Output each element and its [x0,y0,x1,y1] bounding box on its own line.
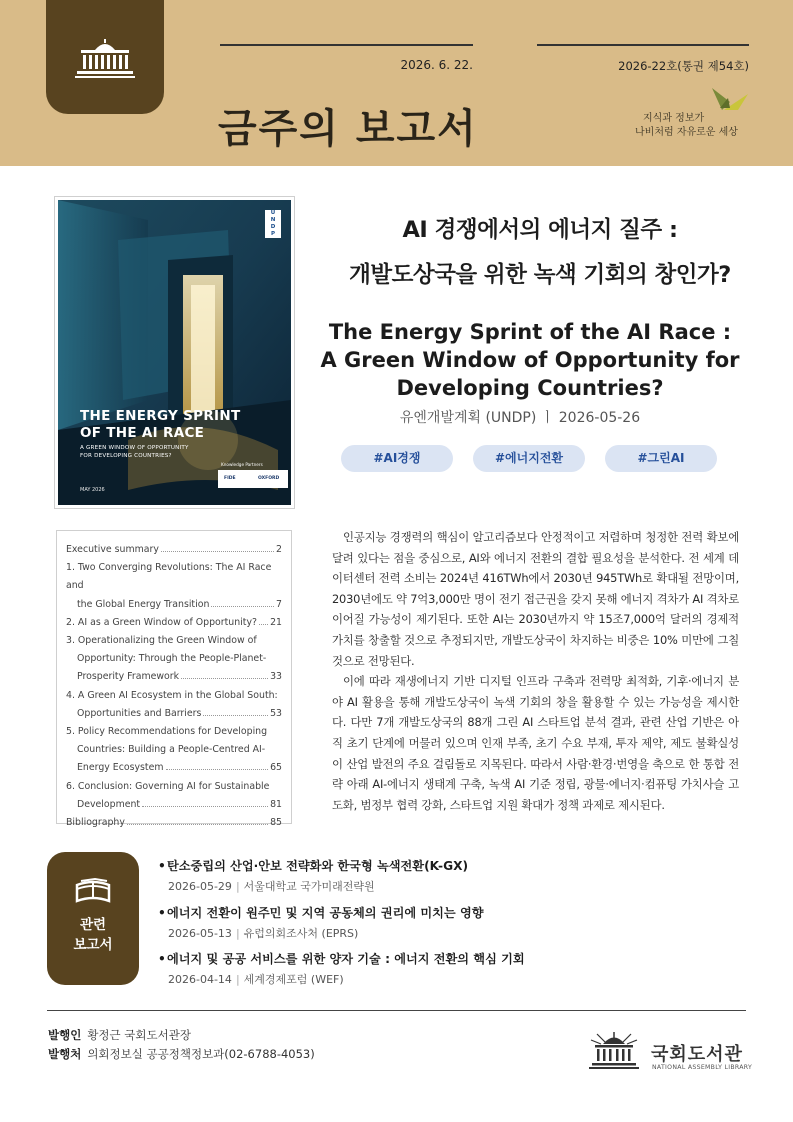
assembly-building-icon [75,38,135,80]
toc-text: Opportunities and Barriers [77,707,202,719]
toc-text: Energy Ecosystem [77,762,164,774]
toc-item[interactable] [66,778,282,814]
partner-fide: FIDE [224,476,236,481]
office-line [48,1046,315,1062]
tag-ai-competition[interactable]: #AI경쟁 [341,445,453,472]
toc-item[interactable] [66,687,282,723]
undp-letter: U [270,210,276,216]
toc-page: 21 [270,616,282,628]
logo-tab [46,0,164,114]
toc-item[interactable] [66,614,282,632]
toc-page: 65 [270,762,282,774]
cover-subtitle-line: A GREEN WINDOW OF OPPORTUNITY [80,445,189,451]
related-report-source: 서울대학교 국가미래전략원 [243,880,375,893]
toc-item[interactable] [66,541,282,559]
toc-text: 4. A Green AI Ecosystem in the Global South: [66,689,278,701]
footer-rule [47,1010,746,1011]
tag-list [341,445,719,472]
report-cover[interactable] [54,196,295,509]
related-report-title[interactable]: 탄소중립의 산업·안보 전략화와 한국형 녹색전환(K-GX) [167,859,469,873]
cover-badge: Knowledge Partners [221,462,263,467]
undp-letter: D [270,224,276,230]
publisher-label: 발행인 [48,1028,82,1042]
related-report-item[interactable]: •탄소중립의 산업·안보 전략화와 한국형 녹색전환(K-GX) 2026-05-29 | 서울대학교 국가미래전략원 [158,859,469,893]
tag-energy-transition[interactable]: #에너지전환 [473,445,585,472]
partner-oxford: OXFORD [258,476,280,481]
tag-green-ai[interactable]: #그린AI [605,445,717,472]
toc-text: Opportunity: Through the People-Planet- [77,653,267,665]
toc-text: Executive summary [66,544,159,555]
publisher-line [48,1027,191,1043]
cover-art [58,200,291,505]
summary-paragraph-1: 인공지능 경쟁력의 핵심이 알고리즘보다 안정적이고 저렴하며 청정한 전력 확보에 달려 있다는 점을 중심으로, AI와 에너지 전환의 결합 필요성을 분석한다. 전 세계 데이터센터 전력 소비는 2024년 416TWh에서 2030년 945TWh로 확대될 전망이며, 2030년에도 약 7억3,000만 명이 전기 접근권을 갖지 못해 에너지 격차가 AI 격차로 이어질 가능성이 제기된다. 또한 AI는 2030년까지 약 15조7,000억 달러의 경제적 가치를 창출할 것으로 추정되지만, 개발도상국이 차지하는 비중은 10% 미만에 그칠 것으로 전망된다. [332,530,739,668]
butterfly-icon [708,84,752,112]
toc-page: 2 [276,544,282,555]
slogan-line-1: 지식과 정보가 [643,113,705,124]
header-band [0,0,793,166]
toc-text: Bibliography [66,817,125,829]
toc-text: 2. AI as a Green Window of Opportunity? [66,616,257,628]
summary-paragraph-2: 이에 따라 재생에너지 기반 디지털 인프라 구축과 전력망 최적화, 기후·에너지 분야 AI 활용을 통해 개발도상국이 녹색 기회의 창을 활용할 수 있는 가능성을 제시한다. 다만 7개 개발도상국의 88개 그린 AI 스타트업 분석 결과, 관련 산업 기반은 아직 초기 단계에 머물러 있으며 인재 부족, 초기 수요 부재, 투자 제약, 제도 불확실성이 산업 발전의 주요 걸림돌로 지목된다. 따라서 사람·환경·번영을 축으로 한 통합 전략 아래 AI-에너지 생태계 구축, 녹색 AI 기준 정립, 광물·에너지·컴퓨팅 가치사슬 고도화, 범정부 협력 강화, 스타트업 지원 확대가 정책 과제로 제시된다. [332,674,739,812]
toc-page: 7 [276,598,282,610]
toc-text: 1. Two Converging Revolutions: The AI Race and [66,562,272,592]
related-report-date: 2026-04-14 [168,973,232,986]
related-report-date: 2026-05-29 [168,880,232,893]
table-of-contents [56,530,292,829]
cover-subtitle [80,444,189,460]
toc-text: Prosperity Framework [77,671,180,683]
toc-text: the Global Energy Transition [77,598,210,610]
related-report-item[interactable]: •에너지 전환이 원주민 및 지역 공동체의 권리에 미치는 영향 2026-05-13 | 유럽의회조사처 (EPRS) [158,906,484,940]
toc-item[interactable] [66,723,282,778]
office-label: 발행처 [48,1047,82,1061]
related-report-source: 유럽의회조사처 (EPRS) [243,927,359,940]
related-reports-label [47,915,139,955]
cover-date: MAY 2026 [80,487,105,493]
cover-title-line: THE ENERGY SPRINT [80,408,241,424]
toc-page: 85 [270,817,282,829]
assembly-library-logo-icon [589,1032,639,1070]
office-name: 의회정보실 공공정책정보과(02-6788-4053) [87,1047,315,1061]
report-title-ko-line2: 개발도상국을 위한 녹색 기회의 창인가? [349,262,731,288]
publisher-name: 황정근 국회도서관장 [87,1028,191,1042]
toc-page: 33 [270,671,282,683]
report-title-en-line2: A Green Window of Opportunity for [320,348,740,372]
report-title-en-line1: The Energy Sprint of the AI Race : [328,320,732,344]
issue-date: 2026. 6. 22. [400,58,473,72]
page-title: 금주의 보고서 [218,106,478,152]
undp-logo [265,210,281,238]
org-name-en: NATIONAL ASSEMBLY LIBRARY [652,1064,753,1071]
partner-logos [218,470,288,488]
header-rule-right [537,44,749,46]
undp-letter: N [270,217,276,223]
org-name-ko: 국회도서관 [651,1044,743,1065]
report-title-ko-line1: AI 경쟁에서의 에너지 질주 : [402,217,678,243]
cover-title [80,408,240,442]
toc-item[interactable] [66,814,282,832]
undp-letter: P [270,231,276,237]
report-title-en-line3: Developing Countries? [396,376,664,400]
slogan-line-2: 나비처럼 자유로운 세상 [635,127,738,138]
toc-text: Development [77,798,141,810]
related-label-line: 관련 [79,917,107,933]
related-report-date: 2026-05-13 [168,927,232,940]
slogan [635,112,775,140]
toc-text: 5. Policy Recommendations for Developing [66,726,268,738]
toc-item[interactable] [66,559,282,614]
related-reports-badge [47,852,139,985]
related-label-line: 보고서 [73,937,113,953]
related-report-item[interactable]: •에너지 및 공공 서비스를 위한 양자 기술 : 에너지 전환의 핵심 기회 2026-04-14 | 세계경제포럼 (WEF) [158,952,525,986]
related-report-source: 세계경제포럼 (WEF) [243,973,344,986]
related-report-title[interactable]: 에너지 및 공공 서비스를 위한 양자 기술 : 에너지 전환의 핵심 기회 [167,952,525,966]
toc-page: 53 [270,707,282,719]
toc-item[interactable] [66,632,282,687]
book-icon [73,877,113,905]
toc-text: 6. Conclusion: Governing AI for Sustainable [66,780,270,792]
header-rule-left [220,44,473,46]
toc-text: 3. Operationalizing the Green Window of [66,635,257,647]
summary-text [332,527,739,815]
toc-text: Countries: Building a People-Centred AI- [77,744,266,756]
cover-subtitle-line: FOR DEVELOPING COUNTRIES? [80,453,172,459]
cover-title-line: OF THE AI RACE [80,425,205,441]
issue-number: 2026-22호(통권 제54호) [618,59,749,73]
related-report-title[interactable]: 에너지 전환이 원주민 및 지역 공동체의 권리에 미치는 영향 [167,906,484,920]
toc-page: 81 [270,798,282,810]
report-source: 유엔개발계획 (UNDP) ㅣ 2026-05-26 [399,410,641,426]
